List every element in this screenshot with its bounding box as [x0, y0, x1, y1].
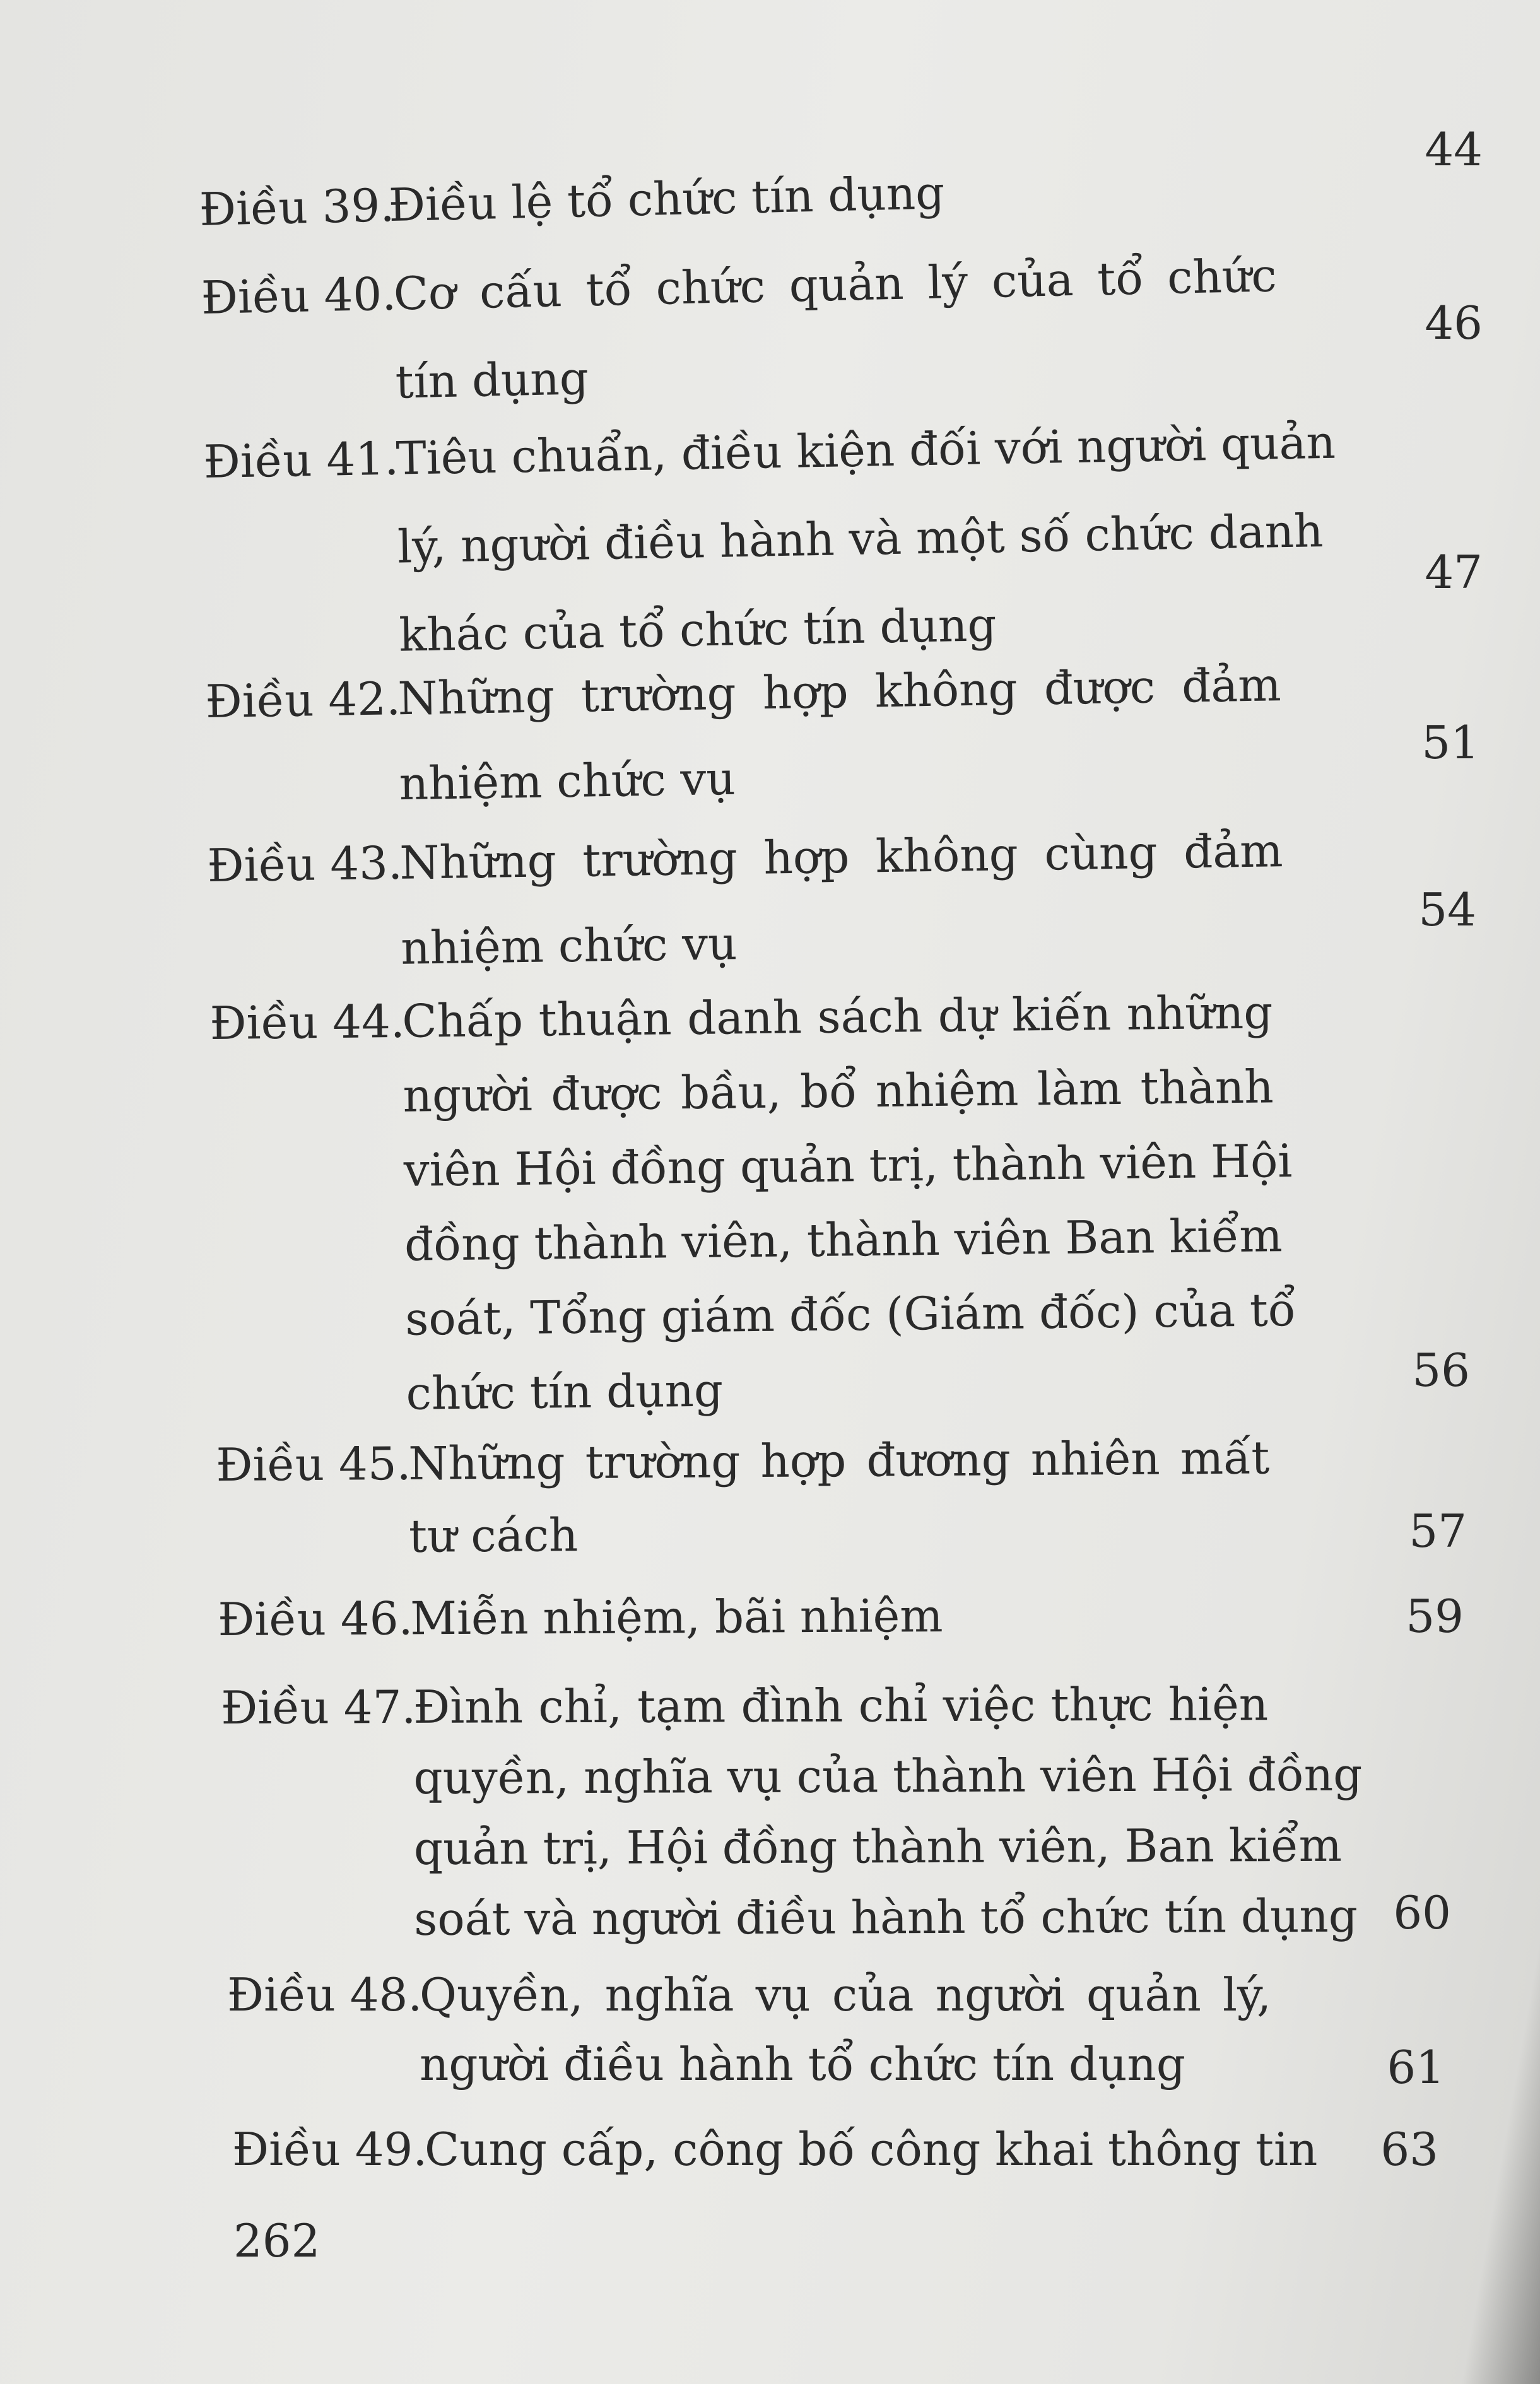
page-number: 262 [233, 2214, 320, 2267]
entry-page-number: 47 [1425, 546, 1483, 599]
entry-title-line: soát, Tổng giám đốc (Giám đốc) của tổ [404, 1283, 1296, 1346]
entry-title-line: quản trị, Hội đồng thành viên, Ban kiểm [413, 1818, 1343, 1875]
entry-title-line: Những trường hợp không cùng đảm [399, 824, 1284, 890]
entry-label: Điều 43. [207, 836, 403, 892]
entry-page-number: 61 [1387, 2041, 1445, 2094]
entry-label: Điều 47. [221, 1680, 416, 1734]
entry-title-line: Cơ cấu tổ chức quản lý của tổ chức [392, 249, 1278, 320]
entry-title-line: Những trường hợp không được đảm [397, 658, 1282, 725]
entry-page-number: 60 [1393, 1886, 1451, 1939]
entry-title-line: quyền, nghĩa vụ của thành viên Hội đồng [413, 1747, 1363, 1804]
entry-page-number: 56 [1412, 1344, 1470, 1397]
entry-title-line: Quyền, nghĩa vụ của người quản lý, [420, 1968, 1271, 2021]
entry-title-line: khác của tổ chức tín dụng [398, 598, 997, 662]
entry-title-line: viên Hội đồng quản trị, thành viên Hội [403, 1134, 1293, 1197]
entry-title-line: Cung cấp, công bố công khai thông tin [425, 2123, 1318, 2176]
entry-title-line: lý, người điều hành và một số chức danh [397, 504, 1324, 573]
entry-page-number: 59 [1406, 1590, 1464, 1643]
entry-title-line: nhiệm chức vụ [399, 751, 736, 811]
entry-title-line: soát và người điều hành tổ chức tín dụng [414, 1889, 1358, 1946]
entry-title-line: tư cách [408, 1508, 579, 1563]
entry-page-number: 51 [1421, 716, 1479, 769]
entry-label: Điều 48. [227, 1968, 423, 2021]
entry-title-line: nhiệm chức vụ [400, 917, 738, 975]
entry-title-line: đồng thành viên, thành viên Ban kiểm [404, 1209, 1283, 1271]
entry-title-line: Miễn nhiệm, bãi nhiệm [409, 1588, 943, 1645]
entry-label: Điều 44. [209, 994, 406, 1050]
entry-title-line: Điều lệ tổ chức tín dụng [387, 166, 946, 232]
entry-title-line: Chấp thuận danh sách dự kiến những [401, 985, 1273, 1048]
entry-label: Điều 39. [199, 178, 396, 236]
entry-label: Điều 45. [216, 1436, 411, 1491]
entry-page-number: 44 [1425, 123, 1483, 176]
entry-page-number: 46 [1425, 297, 1483, 349]
entry-title-line: Tiêu chuẩn, điều kiện đối với người quản [395, 415, 1336, 485]
entry-page-number: 54 [1418, 883, 1476, 936]
entry-page-number: 57 [1409, 1505, 1467, 1558]
entry-label: Điều 49. [232, 2123, 428, 2176]
entry-title-line: Những trường hợp đương nhiên mất [408, 1431, 1270, 1490]
entry-title-line: người được bầu, bổ nhiệm làm thành [403, 1060, 1274, 1122]
entry-title-line: chức tín dụng [406, 1363, 724, 1420]
entry-label: Điều 40. [201, 267, 397, 324]
entry-label: Điều 46. [218, 1592, 413, 1646]
entry-label: Điều 41. [203, 432, 399, 488]
entry-page-number: 63 [1380, 2123, 1438, 2176]
entry-title-line: tín dụng [394, 351, 589, 409]
entry-title-line: người điều hành tổ chức tín dụng [420, 2038, 1185, 2091]
entry-label: Điều 42. [205, 672, 401, 728]
entry-title-line: Đình chỉ, tạm đình chỉ việc thực hiện [413, 1677, 1269, 1734]
